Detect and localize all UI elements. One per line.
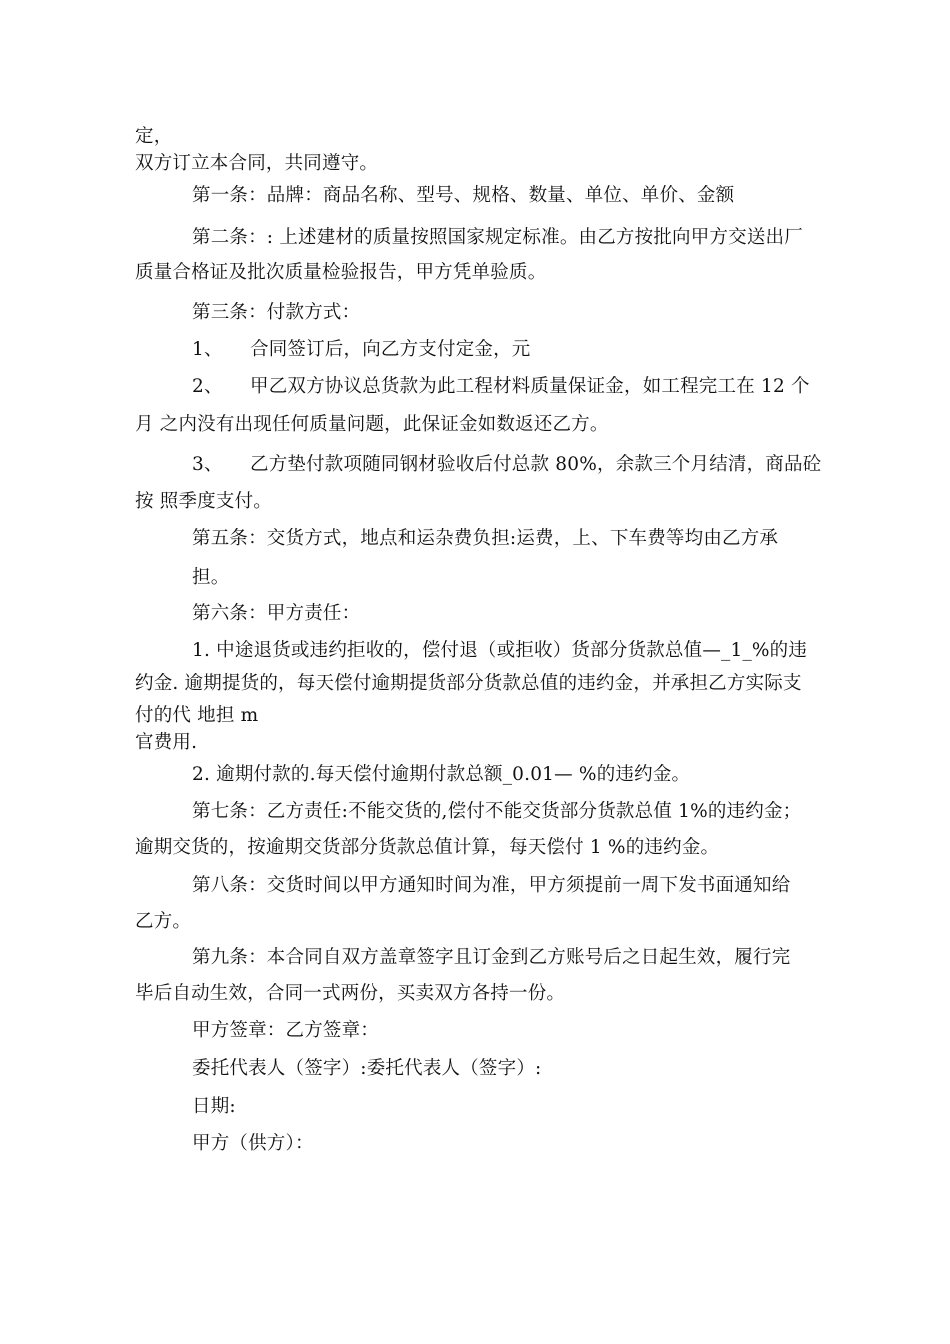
party-a-line: 甲方（供方）：: [192, 1133, 314, 1154]
signature-line: 甲方签章：乙方签章：: [192, 1020, 380, 1041]
text-line: 按 照季度支付。: [135, 491, 272, 512]
article-5: 第五条：交货方式，地点和运杂费负担:运费，上、下车费等均由乙方承: [192, 528, 779, 549]
date-line: 日期:: [192, 1096, 236, 1117]
article-3: 第三条：付款方式：: [192, 302, 361, 323]
article-1: 第一条：品牌：商品名称、型号、规格、数量、单位、单价、金额: [192, 185, 735, 206]
text-line: 定，: [135, 126, 173, 147]
article-7: 第七条：乙方责任:不能交货的,偿付不能交货部分货款总值 1%的违约金；: [192, 801, 802, 822]
item-text: 甲乙双方协议总货款为此工程材料质量保证金，如工程完工在 12 个: [250, 376, 810, 397]
representative-line: 委托代表人（签字）:委托代表人（签字）:: [192, 1058, 542, 1079]
text-line: 付的代 地担 m: [135, 705, 259, 726]
text-line: 质量合格证及批次质量检验报告，甲方凭单验质。: [135, 262, 547, 283]
item-number: 2、: [192, 376, 223, 397]
payment-item-3: [192, 453, 821, 477]
article-6-item-1: 1. 中途退货或违约拒收的，偿付退（或拒收）货部分货款总值—_1_%的违: [192, 640, 808, 661]
text-line: 逾期交货的，按逾期交货部分货款总值计算，每天偿付 1 %的违约金。: [135, 837, 720, 858]
article-8: 第八条：交货时间以甲方通知时间为准，甲方须提前一周下发书面通知给: [192, 875, 791, 896]
item-number: 1、: [192, 339, 223, 360]
text-line: 官费用.: [135, 732, 198, 753]
payment-item-2: [192, 375, 810, 399]
payment-item-1: [192, 338, 531, 362]
article-6-item-2: 2. 逾期付款的.每天偿付逾期付款总额_0.01— %的违约金。: [192, 764, 691, 785]
text-line: 乙方。: [135, 911, 192, 932]
article-9: 第九条：本合同自双方盖章签字且订金到乙方账号后之日起生效，履行完: [192, 947, 791, 968]
text-line: 毕后自动生效，合同一式两份，买卖双方各持一份。: [135, 983, 566, 1004]
item-text: 乙方垫付款项随同钢材验收后付总款 80%，余款三个月结清，商品砼: [250, 454, 822, 475]
article-2: 第二条：: 上述建材的质量按照国家规定标准。由乙方按批向甲方交送出厂: [192, 227, 803, 248]
text-line: 约金. 逾期提货的，每天偿付逾期提货部分货款总值的违约金，并承担乙方实际支: [135, 673, 802, 694]
article-6: 第六条：甲方责任：: [192, 603, 361, 624]
text-line: 双方订立本合同，共同遵守。: [135, 153, 379, 174]
text-line: 月 之内没有出现任何质量问题，此保证金如数返还乙方。: [135, 414, 609, 435]
item-number: 3、: [192, 454, 223, 475]
text-line: 担。: [192, 567, 230, 588]
item-text: 合同签订后，向乙方支付定金，元: [250, 339, 531, 360]
